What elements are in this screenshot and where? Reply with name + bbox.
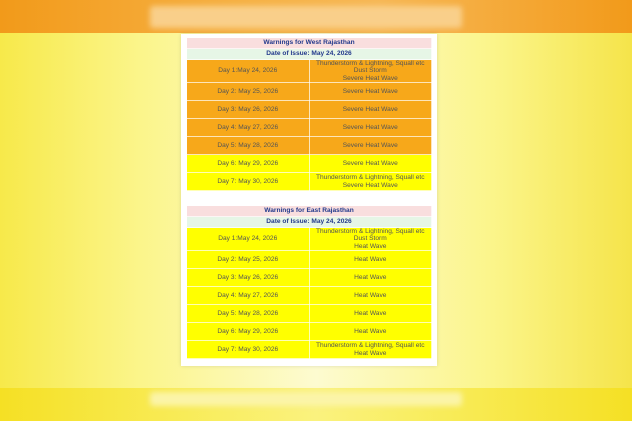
warning-line: Dust Storm: [353, 67, 387, 75]
table-row: [187, 155, 432, 173]
warning-cell: Heat Wave: [309, 269, 432, 287]
west-table-title: Warnings for West Rajasthan: [187, 38, 432, 49]
day-cell: Day 4: May 27, 2026: [187, 287, 310, 305]
warning-cell: Heat Wave: [309, 251, 432, 269]
header-blurred-title: [150, 6, 462, 28]
day-cell: Day 7: May 30, 2026: [187, 341, 310, 359]
table-row: [187, 228, 432, 251]
warning-line: Severe Heat Wave: [342, 181, 398, 189]
warning-cell: Heat Wave: [309, 305, 432, 323]
east-rajasthan-warnings-table: [186, 205, 432, 359]
warning-line: Dust Storm: [353, 235, 387, 243]
table-row: [187, 287, 432, 305]
table-row: [187, 60, 432, 83]
day-cell: Day 3: May 26, 2026: [187, 269, 310, 287]
warning-cell: Severe Heat Wave: [309, 137, 432, 155]
warning-cell: Heat Wave: [309, 323, 432, 341]
day-cell: Day 4: May 27, 2026: [187, 119, 310, 137]
day-cell: Day 5: May 28, 2026: [187, 305, 310, 323]
warning-cell: [309, 341, 432, 359]
warning-line: Heat Wave: [354, 242, 387, 250]
warning-cell: [309, 228, 432, 251]
warning-cell: Severe Heat Wave: [309, 101, 432, 119]
warning-cell: Severe Heat Wave: [309, 155, 432, 173]
day-cell: Day 6: May 29, 2026: [187, 323, 310, 341]
table-row: [187, 173, 432, 191]
east-table-title: Warnings for East Rajasthan: [187, 206, 432, 217]
table-row: [187, 119, 432, 137]
day-cell: Day 1:May 24, 2026: [187, 228, 310, 251]
warning-line: Thunderstorm & Lightning, Squall etc: [316, 228, 425, 235]
west-issue-date: Date of Issue: May 24, 2026: [187, 49, 432, 60]
table-row: [187, 101, 432, 119]
warning-line: Heat Wave: [354, 349, 387, 357]
warning-line: Thunderstorm & Lightning, Squall etc: [316, 342, 425, 350]
day-cell: Day 7: May 30, 2026: [187, 173, 310, 191]
footer-blurred-text: [150, 392, 462, 406]
warning-line: Severe Heat Wave: [342, 74, 398, 82]
table-row: [187, 269, 432, 287]
warning-cell: Severe Heat Wave: [309, 83, 432, 101]
day-cell: Day 6: May 29, 2026: [187, 155, 310, 173]
table-row: [187, 251, 432, 269]
east-issue-date: Date of Issue: May 24, 2026: [187, 217, 432, 228]
table-row: [187, 305, 432, 323]
warning-cell: Severe Heat Wave: [309, 119, 432, 137]
table-row: [187, 323, 432, 341]
warning-cell: Heat Wave: [309, 287, 432, 305]
day-cell: Day 1:May 24, 2026: [187, 60, 310, 83]
west-rajasthan-warnings-table: [186, 37, 432, 191]
warnings-panel: [181, 34, 437, 366]
warning-cell: [309, 173, 432, 191]
warning-line: Thunderstorm & Lightning, Squall etc: [316, 60, 425, 67]
day-cell: Day 3: May 26, 2026: [187, 101, 310, 119]
day-cell: Day 2: May 25, 2026: [187, 251, 310, 269]
table-row: [187, 341, 432, 359]
warning-line: Thunderstorm & Lightning, Squall etc: [316, 174, 425, 182]
warning-cell: [309, 60, 432, 83]
day-cell: Day 5: May 28, 2026: [187, 137, 310, 155]
table-row: [187, 83, 432, 101]
table-row: [187, 137, 432, 155]
day-cell: Day 2: May 25, 2026: [187, 83, 310, 101]
